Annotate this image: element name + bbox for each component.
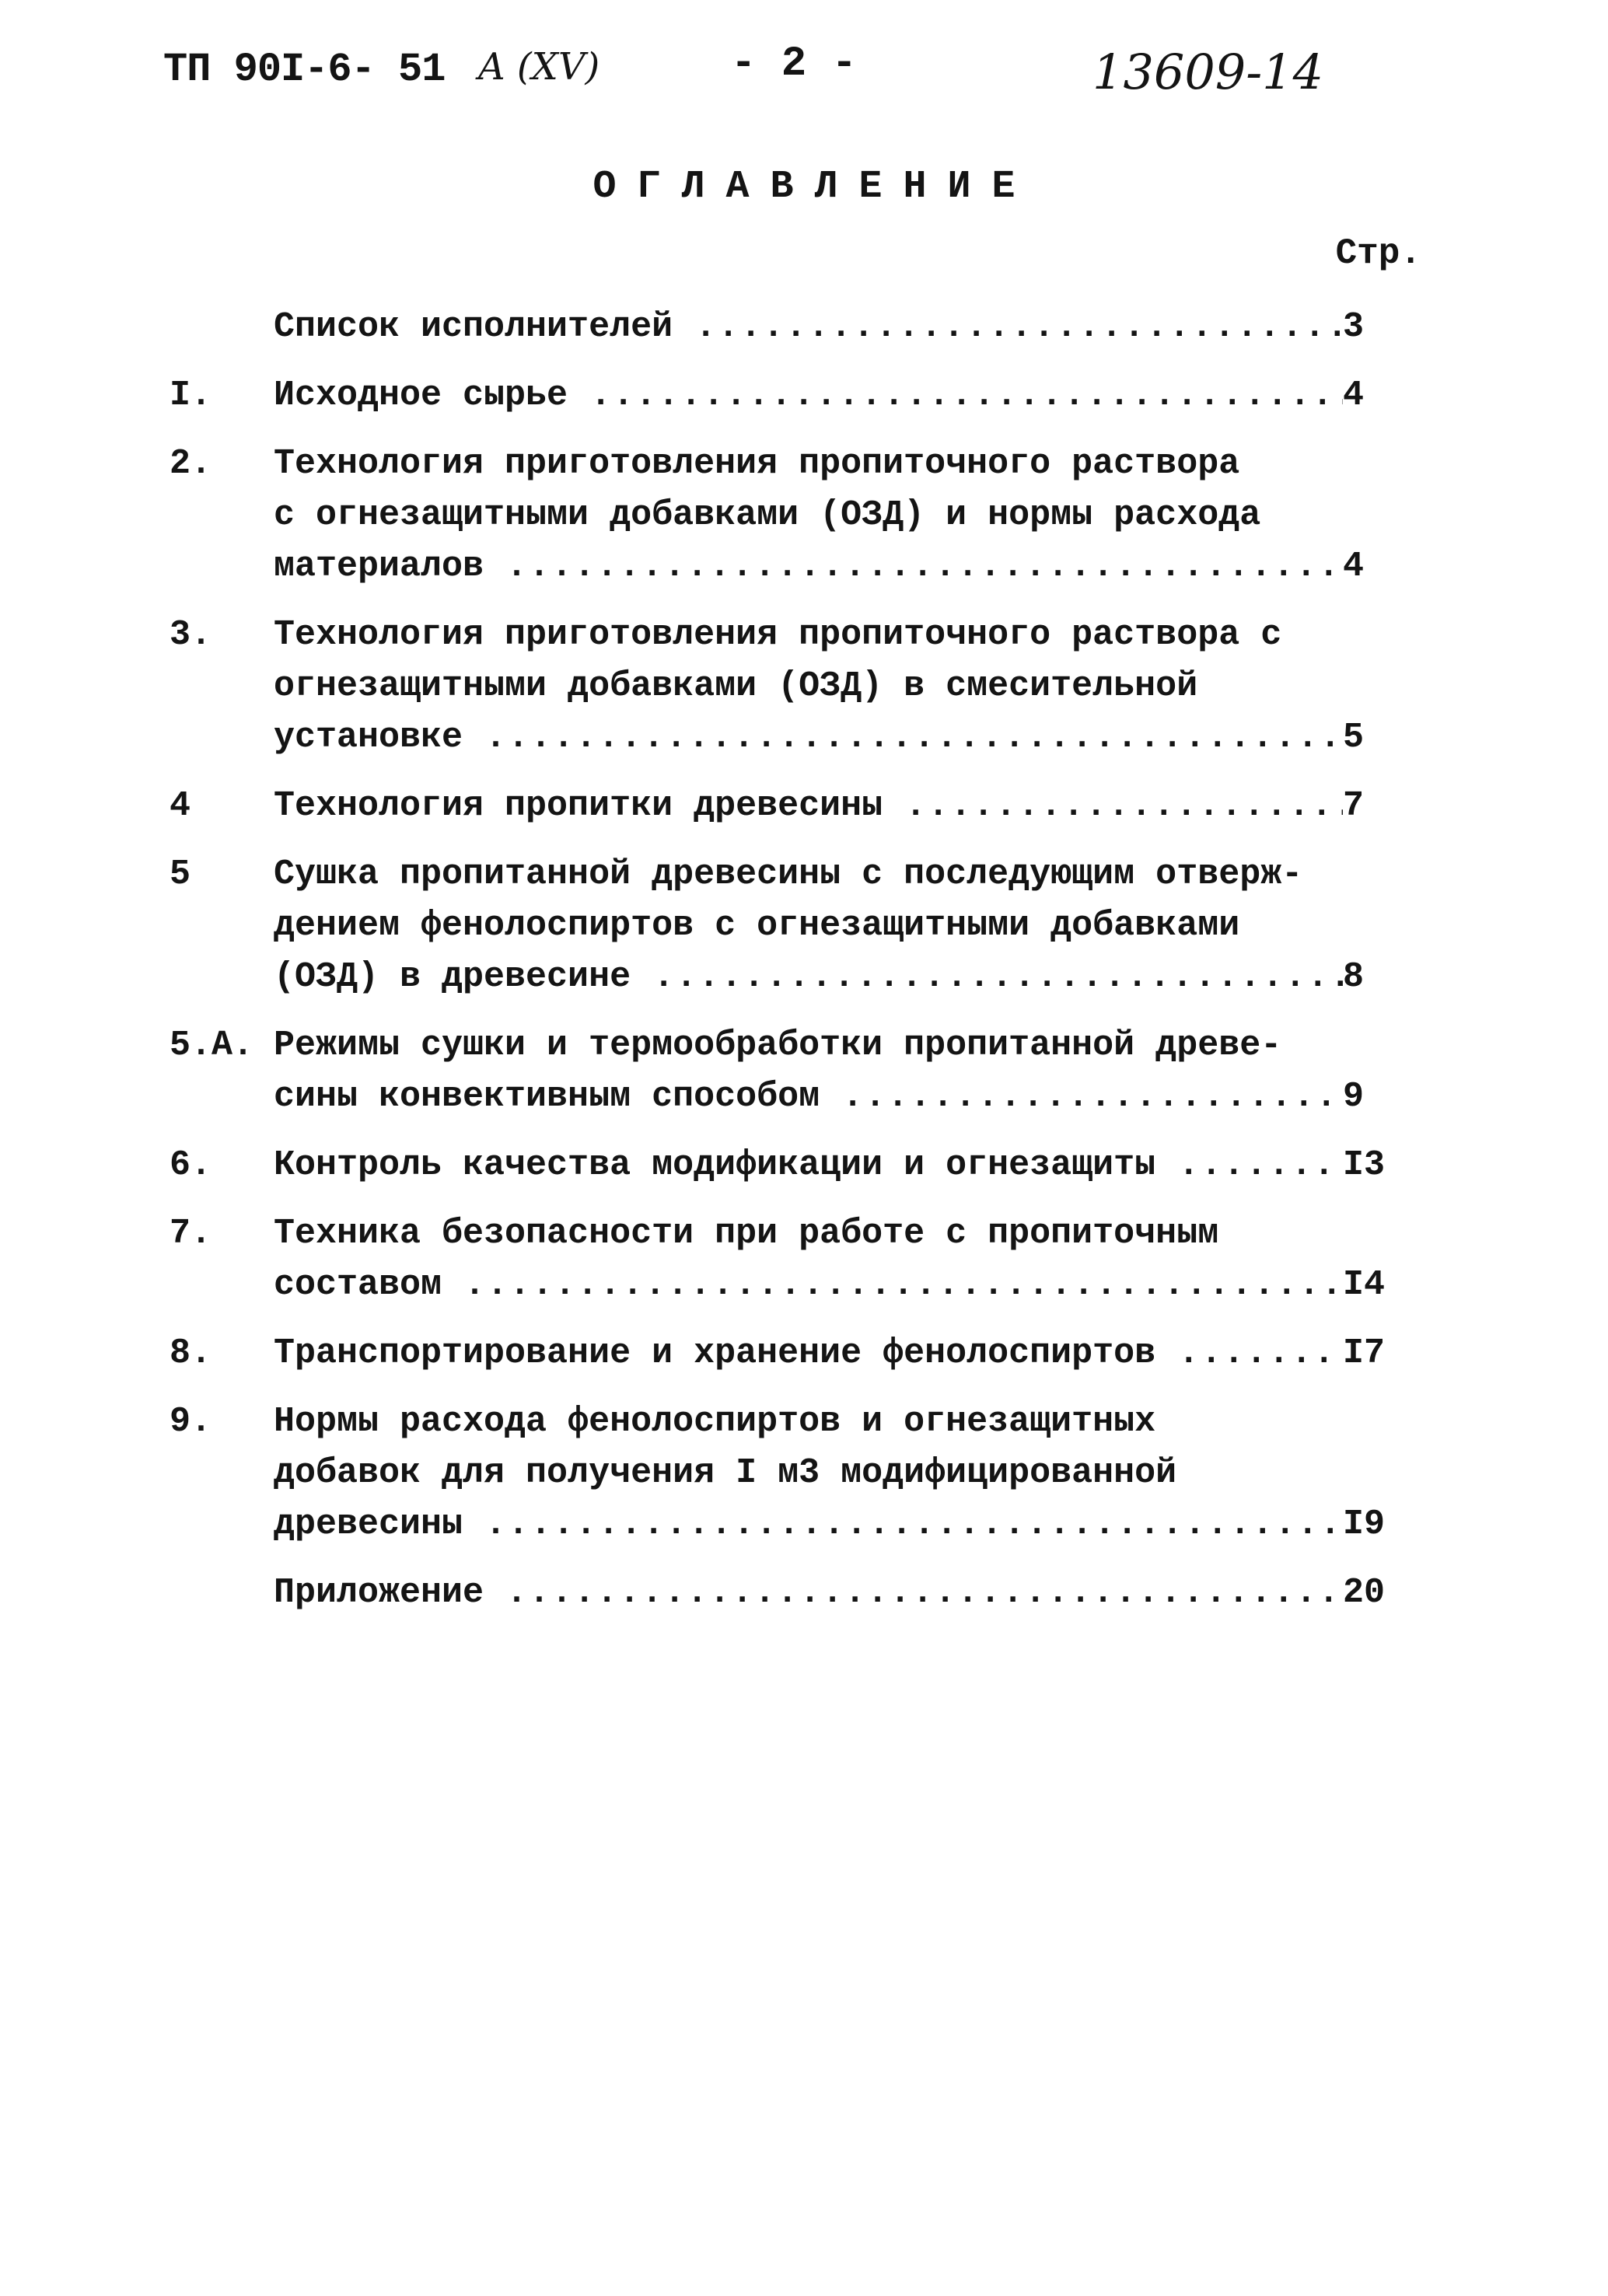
toc-entry-page: I7 (1343, 1333, 1386, 1373)
toc-entry-line: с огнезащитными добавками (ОЗД) и нормы расхода (274, 495, 1261, 535)
toc-entry-line: добавок для получения I м3 модифицированной (274, 1453, 1177, 1493)
toc-entry-title (274, 439, 1343, 592)
toc-entry-line: Технология приготовления пропиточного раствора (274, 444, 1240, 484)
toc-entry-title (274, 1328, 1343, 1379)
toc-entry-title (274, 1020, 1343, 1123)
toc-entry-line: Исходное сырье ..... (274, 370, 1343, 421)
toc-entry-page: 9 (1343, 1077, 1365, 1117)
toc-entry-line: Технология приготовления пропиточного раствора с (274, 615, 1282, 655)
toc-entry-title (274, 1208, 1343, 1311)
toc-entry-line: Контроль качества модификации и огнезащиты ..... (274, 1140, 1343, 1191)
toc-entry-page: 20 (1343, 1573, 1386, 1613)
toc-entry (170, 1208, 1452, 1311)
variant-mark: A (XV) (478, 45, 600, 89)
toc-entry (170, 1020, 1452, 1123)
document-code: ТП 90I-6- 51 (163, 47, 446, 93)
toc-entry-line: установке ..... (274, 712, 1343, 764)
toc-entry-line: Нормы расхода фенолоспиртов и огнезащитных (274, 1402, 1156, 1442)
toc-entry-number: 9. (170, 1402, 212, 1442)
toc-entry-page: 4 (1343, 547, 1365, 586)
page-number: - 2 - (731, 40, 858, 88)
toc-entry-number: 4 (170, 786, 191, 826)
toc-entry-line: Сушка пропитанной древесины с последующим отверж- (274, 854, 1303, 894)
toc-entry-number: 8. (170, 1333, 212, 1373)
toc-entry (170, 849, 1452, 1003)
toc-entry (170, 302, 1452, 353)
toc-entry-number (170, 1567, 274, 1619)
toc-entry (170, 1567, 1452, 1619)
toc-entry-number: 5.А. (170, 1026, 254, 1065)
archive-number: 13609-14 (1092, 44, 1324, 100)
toc-entry-line: Приложение ..... (274, 1567, 1343, 1619)
toc-entry (170, 781, 1452, 832)
toc-entry-title (274, 370, 1343, 421)
table-of-contents (170, 302, 1452, 1636)
toc-entry-number: 3. (170, 615, 212, 655)
toc-entry-number (170, 302, 274, 353)
toc-entry-line: Техника безопасности при работе с пропиточным (274, 1214, 1219, 1253)
toc-entry-line: сины конвективным способом ..... (274, 1071, 1343, 1123)
toc-entry-line: Список исполнителей ..... (274, 302, 1343, 353)
toc-entry-number: I. (170, 376, 212, 415)
toc-entry-page: I9 (1343, 1504, 1386, 1544)
toc-entry-title (274, 1396, 1343, 1550)
page-title: ОГЛАВЛЕНИЕ (593, 165, 1036, 209)
toc-entry-line: Технология пропитки древесины ..... (274, 781, 1343, 832)
toc-entry-title (274, 781, 1343, 832)
toc-entry (170, 1328, 1452, 1379)
toc-entry (170, 610, 1452, 764)
toc-entry-title (274, 849, 1343, 1003)
toc-entry-page: 4 (1343, 376, 1365, 415)
toc-entry-title (274, 302, 1343, 353)
toc-entry-page: I3 (1343, 1145, 1386, 1185)
toc-entry-page: 7 (1343, 786, 1365, 826)
toc-entry-title (274, 1140, 1343, 1191)
toc-entry-number: 6. (170, 1145, 212, 1185)
toc-entry-line: огнезащитными добавками (ОЗД) в смесительной (274, 666, 1198, 706)
toc-entry-line: материалов ..... (274, 541, 1343, 592)
page-column-label: Стр. (1335, 233, 1421, 274)
toc-entry (170, 370, 1452, 421)
toc-entry-number: 7. (170, 1214, 212, 1253)
toc-entry-page: 3 (1343, 307, 1365, 347)
toc-entry-line: составом ..... (274, 1260, 1343, 1311)
toc-entry-title (274, 610, 1343, 764)
toc-entry (170, 1396, 1452, 1550)
toc-entry-line: дением фенолоспиртов с огнезащитными добавками (274, 906, 1240, 945)
toc-entry-line: древесины ..... (274, 1499, 1343, 1550)
toc-entry-page: I4 (1343, 1265, 1386, 1305)
toc-entry-number: 5 (170, 854, 191, 894)
toc-entry (170, 439, 1452, 592)
toc-entry-line: Транспортирование и хранение фенолоспиртов ..... (274, 1328, 1343, 1379)
toc-entry-line: Режимы сушки и термообработки пропитанной древе- (274, 1026, 1282, 1065)
toc-entry (170, 1140, 1452, 1191)
toc-entry-number: 2. (170, 444, 212, 484)
toc-entry-page: 8 (1343, 957, 1365, 997)
toc-entry-page: 5 (1343, 718, 1365, 757)
toc-entry-line: (ОЗД) в древесине ..... (274, 952, 1343, 1003)
toc-entry-title (274, 1567, 1343, 1619)
